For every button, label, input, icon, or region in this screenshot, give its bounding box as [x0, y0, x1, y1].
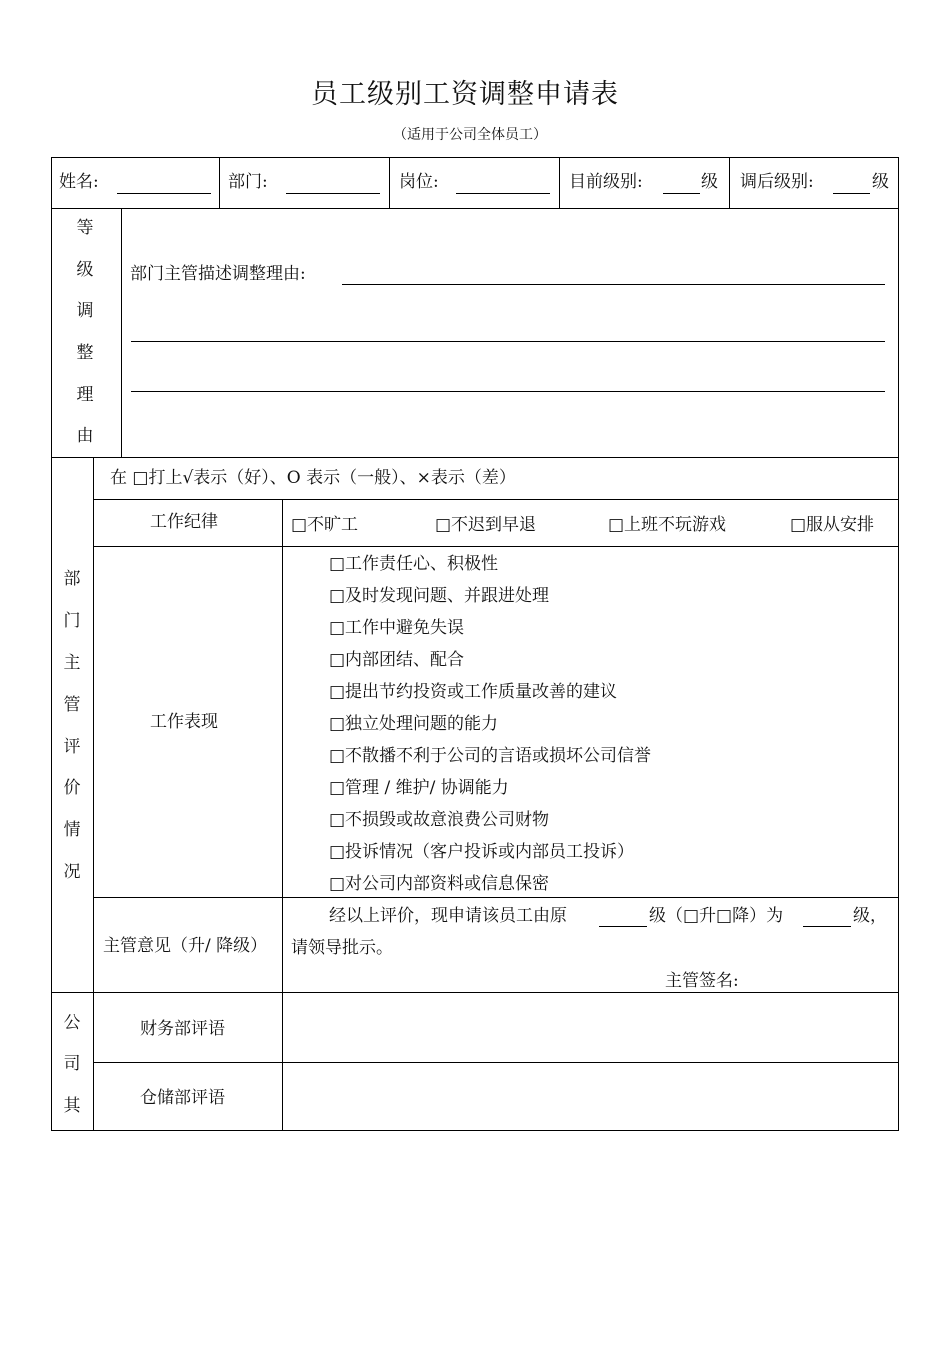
performance-checkbox[interactable]: □不散播不利于公司的言语或损坏公司信誉 [329, 746, 652, 766]
reason-side-char: 调 [76, 301, 94, 321]
performance-checkbox[interactable]: □独立处理问题的能力 [329, 714, 499, 734]
new-level-suffix: 级 [872, 172, 889, 192]
form-title: 员工级别工资调整申请表 [311, 79, 619, 110]
col-divider [219, 157, 220, 208]
new-level-label: 调后级别: [740, 172, 814, 192]
row-divider [93, 546, 899, 547]
discipline-checkbox[interactable]: □服从安排 [790, 515, 875, 535]
new-level-field[interactable] [833, 193, 870, 194]
finance-comment-label: 财务部评语 [140, 1019, 225, 1039]
eval-side-char: 主 [63, 653, 81, 673]
performance-checkbox[interactable]: □内部团结、配合 [329, 650, 465, 670]
eval-side-char: 价 [63, 778, 81, 798]
discipline-checkbox[interactable]: □不迟到早退 [435, 515, 537, 535]
reason-side-char: 级 [76, 260, 94, 280]
performance-checkbox[interactable]: □管理 / 维护/ 协调能力 [329, 778, 509, 798]
row-divider [93, 897, 899, 898]
name-field[interactable] [117, 193, 211, 194]
performance-checkbox[interactable]: □工作中避免失误 [329, 618, 465, 638]
table-frame [51, 157, 899, 1131]
target-level-field[interactable] [803, 926, 851, 927]
eval-side-char: 部 [63, 569, 81, 589]
name-label: 姓名: [59, 172, 99, 192]
original-level-field[interactable] [599, 926, 647, 927]
company-side-char: 公 [63, 1013, 81, 1033]
storage-comment-field[interactable] [283, 1063, 898, 1130]
finance-comment-field[interactable] [283, 993, 898, 1061]
performance-checkbox[interactable]: □工作责任心、积极性 [329, 554, 499, 574]
company-side-char: 司 [63, 1054, 81, 1074]
signature-label: 主管签名: [665, 971, 739, 991]
post-field[interactable] [456, 193, 550, 194]
col-divider [389, 157, 390, 208]
eval-side-char: 门 [63, 611, 81, 631]
post-label: 岗位: [399, 172, 439, 192]
discipline-checkbox[interactable]: □上班不玩游戏 [608, 515, 727, 535]
reason-side-char: 整 [76, 343, 94, 363]
col-divider [729, 157, 730, 208]
col-divider [93, 457, 94, 1131]
performance-checkbox[interactable]: □及时发现问题、并跟进处理 [329, 586, 550, 606]
discipline-label: 工作纪律 [150, 512, 218, 532]
reason-line-1[interactable] [342, 284, 885, 285]
current-level-label: 目前级别: [569, 172, 643, 192]
current-level-suffix: 级 [701, 172, 718, 192]
performance-checkbox[interactable]: □对公司内部资料或信息保密 [329, 874, 550, 894]
company-side-char: 其 [63, 1096, 81, 1116]
reason-line-3[interactable] [131, 391, 885, 392]
row-divider [93, 499, 899, 500]
reason-side-char: 等 [76, 218, 94, 238]
opinion-text: 经以上评价，现申请该员工由原 [329, 906, 567, 926]
eval-side-char: 评 [63, 737, 81, 757]
performance-checkbox[interactable]: □投诉情况（客户投诉或内部员工投诉） [329, 842, 635, 862]
reason-prompt: 部门主管描述调整理由: [130, 264, 306, 284]
evaluation-instruction: 在 □打上√表示（好）、O 表示（一般）、×表示（差） [110, 468, 516, 488]
row-divider [51, 208, 899, 209]
opinion-text: 级， [853, 906, 887, 926]
reason-line-2[interactable] [131, 341, 885, 342]
department-label: 部门: [228, 172, 268, 192]
opinion-label: 主管意见（升/ 降级） [103, 936, 268, 956]
reason-side-char: 由 [76, 426, 94, 446]
performance-label: 工作表现 [150, 712, 218, 732]
current-level-field[interactable] [663, 193, 700, 194]
col-divider [559, 157, 560, 208]
storage-comment-label: 仓储部评语 [140, 1088, 225, 1108]
eval-side-char: 管 [63, 695, 81, 715]
opinion-text: 级（□升□降）为 [649, 906, 784, 926]
form-subtitle: （适用于公司全体员工） [393, 127, 547, 143]
eval-side-char: 情 [63, 820, 81, 840]
performance-checkbox[interactable]: □不损毁或故意浪费公司财物 [329, 810, 550, 830]
reason-side-char: 理 [76, 385, 94, 405]
col-divider [121, 208, 122, 457]
row-divider [51, 457, 899, 458]
performance-checkbox[interactable]: □提出节约投资或工作质量改善的建议 [329, 682, 618, 702]
department-field[interactable] [286, 193, 380, 194]
eval-side-char: 况 [63, 862, 81, 882]
discipline-checkbox[interactable]: □不旷工 [291, 515, 359, 535]
form-table [51, 157, 899, 1131]
opinion-text: 请领导批示。 [291, 938, 393, 958]
